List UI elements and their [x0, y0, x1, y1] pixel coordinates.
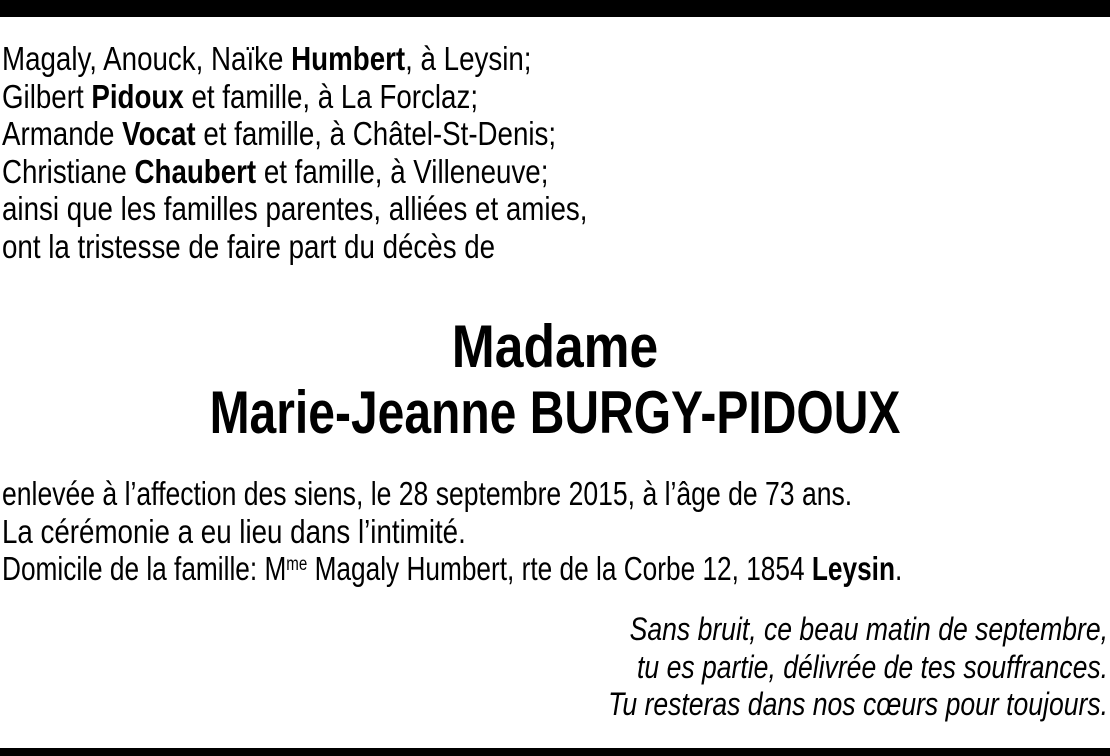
- poem-line: Tu resteras dans nos cœurs pour toujours.: [608, 686, 1108, 723]
- mourner-line: [2, 115, 926, 153]
- poem-line: tu es partie, délivrée de tes souffrances.: [637, 648, 1108, 685]
- domicile-address: Magaly Humbert, rte de la Corbe 12, 1854: [307, 550, 812, 588]
- mourner-given-names: Armande: [2, 115, 123, 153]
- passing-details: enlevée à l’affection des siens, le 28 septembre 2015, à l’âge de 73 ans.: [2, 475, 853, 512]
- bottom-rule: [0, 748, 1110, 756]
- family-domicile: [2, 550, 903, 588]
- mourner-surname: Vocat: [122, 115, 196, 153]
- mourner-location: et famille, à La Forclaz;: [183, 77, 479, 115]
- mourner-line: [2, 153, 926, 191]
- mourner-location: et famille, à Châtel-St-Denis;: [195, 115, 557, 153]
- intro-line: ont la tristesse de faire part du décès de: [2, 227, 496, 265]
- mourners-list: [2, 40, 1102, 266]
- deceased-title: Madame: [451, 313, 659, 380]
- mourner-location: et famille, à Villeneuve;: [256, 152, 549, 190]
- ceremony-details: La cérémonie a eu lieu dans l’intimité.: [2, 512, 466, 550]
- deceased-name-block: [0, 314, 1110, 446]
- intro-line: ainsi que les familles parentes, alliées et amies,: [2, 190, 588, 228]
- mourner-line: [2, 40, 926, 78]
- mourner-line: [2, 78, 926, 116]
- top-rule: [0, 0, 1110, 17]
- memorial-poem: [8, 611, 1108, 724]
- deceased-name: Marie-Jeanne BURGY-PIDOUX: [209, 379, 901, 446]
- mourner-given-names: Magaly, Anouck, Naïke: [2, 40, 292, 77]
- mourner-surname: Humbert: [291, 40, 406, 77]
- domicile-end: .: [894, 550, 903, 588]
- mourner-location: , à Leysin;: [405, 40, 532, 77]
- domicile-town: Leysin: [811, 550, 895, 588]
- poem-line: Sans bruit, ce beau matin de septembre,: [629, 611, 1108, 647]
- domicile-superscript: me: [286, 554, 308, 576]
- mourner-surname: Pidoux: [91, 77, 184, 115]
- mourner-surname: Chaubert: [134, 152, 257, 190]
- mourner-given-names: Gilbert: [2, 77, 92, 115]
- notice-details: [2, 475, 1108, 588]
- mourner-given-names: Christiane: [2, 152, 135, 190]
- domicile-prefix: Domicile de la famille: M: [2, 550, 287, 588]
